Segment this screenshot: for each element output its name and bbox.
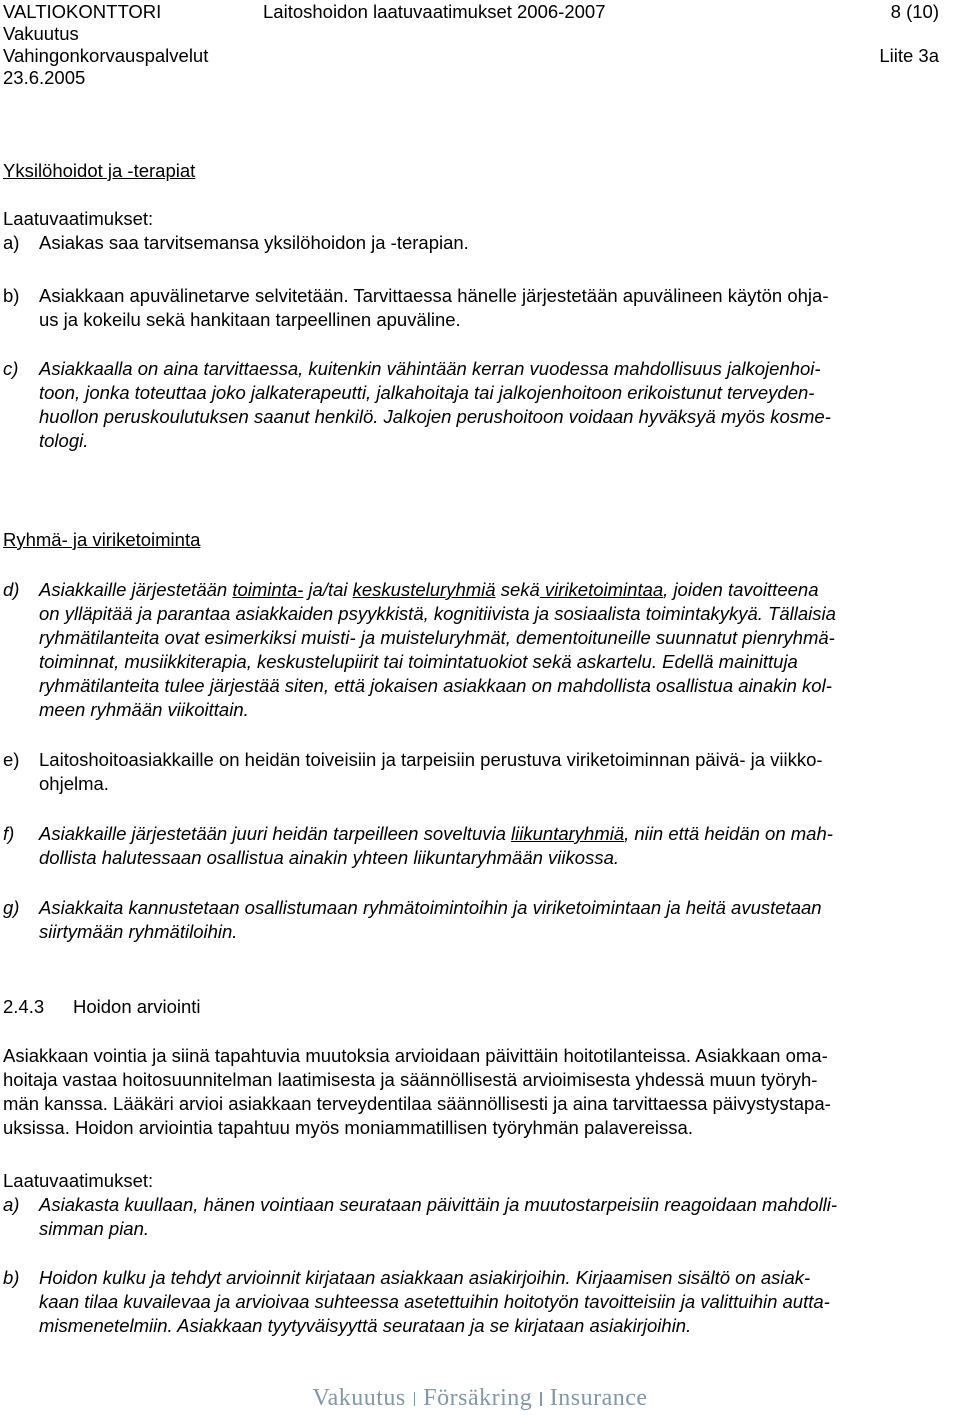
item-text: ohjelma. bbox=[39, 773, 109, 794]
text-run: Asiakkaille järjestetään bbox=[39, 579, 233, 600]
item-text: toon, jonka toteuttaa joko jalkaterapeutti, jalkahoitaja tai jalkojenhoitoon erikoistunut terveyden- bbox=[39, 382, 815, 403]
logo-separator bbox=[414, 1392, 416, 1406]
header-org: VALTIOKONTTORI bbox=[3, 1, 162, 22]
item-text: Laitoshoitoasiakkaille on heidän toiveisiin ja tarpeisiin perustuva viriketoiminnan päivä- ja viikko- bbox=[39, 749, 823, 770]
document-title: Laitoshoidon laatuvaatimukset 2006-2007 bbox=[263, 1, 606, 22]
item-text bbox=[39, 822, 833, 846]
item-text: Asiakkaalla on aina tarvittaessa, kuitenkin vähintään kerran vuodessa mahdollisuus jalkojenhoi- bbox=[39, 358, 821, 379]
paragraph-line: Asiakkaan vointia ja siinä tapahtuvia muutoksia arvioidaan päivittäin hoitotilanteissa. Asiakkaan oma- bbox=[3, 1045, 828, 1066]
text-run: Asiakkaille järjestetään juuri heidän tarpeilleen soveltuvia bbox=[39, 823, 512, 844]
item-text: ryhmätilanteita tulee järjestää siten, että jokaisen asiakkaan on mahdollista osallistua ainakin kol- bbox=[39, 675, 832, 696]
item-text: Asiakasta kuullaan, hänen vointiaan seurataan päivittäin ja muutostarpeisiin reagoidaan mahdolli- bbox=[39, 1194, 838, 1215]
item-label: d) bbox=[3, 579, 20, 600]
item-text: ryhmätilanteita ovat esimerkiksi muisti- ja muisteluryhmät, dementoituneille suunnatut pienryhmä- bbox=[39, 627, 835, 648]
item-text: tologi. bbox=[39, 430, 89, 451]
text-run: , joiden tavoitteena bbox=[663, 579, 819, 600]
footer-logo bbox=[0, 1384, 960, 1412]
underlined-term: keskusteluryhmiä bbox=[352, 579, 496, 600]
item-text: Asiakas saa tarvitsemansa yksilöhoidon ja -terapian. bbox=[39, 232, 469, 253]
requirements-label: Laatuvaatimukset: bbox=[3, 208, 154, 229]
header-date: 23.6.2005 bbox=[3, 67, 86, 88]
logo-word: Vakuutus bbox=[312, 1385, 406, 1411]
underlined-term: toiminta- bbox=[232, 579, 304, 600]
item-text: on ylläpitää ja parantaa asiakkaiden psyykkistä, kognitiivista ja sosiaalista toimintakykyä. Tällaisia bbox=[39, 603, 836, 624]
item-text: Asiakkaan apuvälinetarve selvitetään. Tarvittaessa hänelle järjestetään apuvälineen käytön ohja- bbox=[39, 285, 829, 306]
item-text: toiminnat, musiikkiterapia, keskustelupiirit tai toimintatuokiot sekä askartelu. Edellä mainittuja bbox=[39, 651, 798, 672]
item-label: a) bbox=[3, 232, 20, 253]
attachment-label: Liite 3a bbox=[879, 45, 939, 66]
logo-word: Insurance bbox=[549, 1385, 648, 1411]
item-label: c) bbox=[3, 358, 19, 379]
underlined-term: liikuntaryhmiä bbox=[511, 823, 625, 844]
item-text: kaan tilaa kuvailevaa ja arvioivaa suhteessa asetettuihin hoitotyön tavoitteisiin ja valittuihin autta- bbox=[39, 1291, 830, 1312]
text-run: , niin että heidän on mah- bbox=[624, 823, 833, 844]
section-number: 2.4.3 bbox=[3, 996, 45, 1017]
logo-word: Försäkring bbox=[423, 1385, 533, 1411]
text-run: sekä bbox=[495, 579, 540, 600]
requirements-label: Laatuvaatimukset: bbox=[3, 1170, 154, 1191]
item-text: dollista halutessaan osallistua ainakin yhteen liikuntaryhmään viikossa. bbox=[39, 847, 619, 868]
item-text: meen ryhmään viikoittain. bbox=[39, 699, 249, 720]
item-text: Hoidon kulku ja tehdyt arvioinnit kirjataan asiakkaan asiakirjoihin. Kirjaamisen sisältö on asiak- bbox=[39, 1267, 811, 1288]
item-text: siirtymään ryhmätiloihin. bbox=[39, 921, 238, 942]
paragraph-line: uksissa. Hoidon arviointia tapahtuu myös moniammatillisen työryhmän palavereissa. bbox=[3, 1117, 693, 1138]
item-text: simman pian. bbox=[39, 1218, 150, 1239]
item-text: mismenetelmiin. Asiakkaan tyytyväisyyttä seurataan ja se kirjataan asiakirjoihin. bbox=[39, 1315, 692, 1336]
section-heading: Ryhmä- ja viriketoiminta bbox=[3, 529, 201, 550]
item-text: Asiakkaita kannustetaan osallistumaan ryhmätoimintoihin ja viriketoimintaan ja heitä avustetaan bbox=[39, 897, 822, 918]
header-department: Vahingonkorvauspalvelut bbox=[3, 45, 209, 66]
paragraph-line: män kanssa. Lääkäri arvioi asiakkaan terveydentilaa säännöllisesti ja aina tarvittaessa päivystystapa- bbox=[3, 1093, 831, 1114]
section-heading: Yksilöhoidot ja -terapiat bbox=[3, 160, 196, 181]
underlined-term: viriketoimintaa bbox=[539, 579, 664, 600]
text-run: ja/tai bbox=[303, 579, 353, 600]
item-text bbox=[39, 578, 818, 602]
item-text: us ja kokeilu sekä hankitaan tarpeellinen apuväline. bbox=[39, 309, 461, 330]
item-label: b) bbox=[3, 1267, 20, 1288]
item-label: e) bbox=[3, 749, 20, 770]
item-label: g) bbox=[3, 897, 20, 918]
logo-separator bbox=[540, 1392, 542, 1406]
item-label: b) bbox=[3, 285, 20, 306]
item-text: huollon peruskoulutuksen saanut henkilö. Jalkojen perushoitoon voidaan hyväksyä myös kosme- bbox=[39, 406, 831, 427]
item-label: f) bbox=[3, 823, 15, 844]
paragraph-line: hoitaja vastaa hoitosuunnitelman laatimisesta ja säännöllisestä arvioimisesta yhdessä muun työryh- bbox=[3, 1069, 818, 1090]
header-unit: Vakuutus bbox=[3, 23, 79, 44]
item-label: a) bbox=[3, 1194, 20, 1215]
section-title: Hoidon arviointi bbox=[73, 996, 201, 1017]
page-number: 8 (10) bbox=[890, 1, 939, 22]
